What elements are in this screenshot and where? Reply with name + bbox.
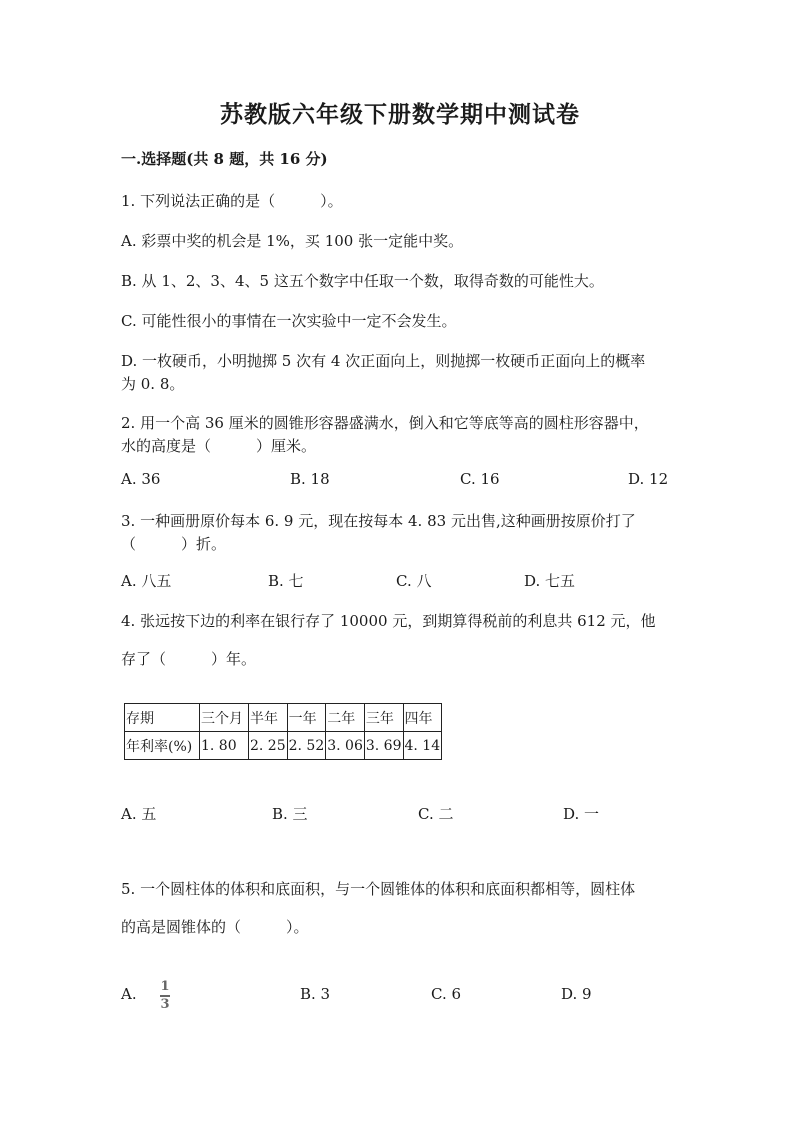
table-header-cell: 一年 (287, 704, 326, 732)
q1-option-d-line2: 为 0. 8。 (121, 375, 185, 393)
q5-option-b: B. 3 (300, 985, 331, 1003)
q2-option-d: D. 12 (628, 470, 669, 488)
table-cell: 3. 06 (326, 732, 365, 760)
table-header-cell: 三年 (364, 704, 403, 732)
table-row (125, 732, 442, 760)
q3-stem-line1: 3. 一种画册原价每本 6. 9 元，现在按每本 4. 83 元出售,这种画册按原价打了 (121, 512, 636, 530)
section-heading: 一.选择题(共 8 题，共 16 分) (121, 150, 328, 168)
q5-stem-line1: 5. 一个圆柱体的体积和底面积，与一个圆锥体的体积和底面积都相等，圆柱体 (121, 880, 636, 898)
table-cell: 2. 25 (249, 732, 288, 760)
q2-option-c: C. 16 (460, 470, 500, 488)
q5-option-a-label: A. (121, 985, 137, 1003)
q2-option-a: A. 36 (121, 470, 161, 488)
q4-option-c: C. 二 (418, 805, 454, 823)
table-header-row (125, 704, 442, 732)
q5-stem-line2: 的高是圆锥体的（ ）。 (121, 918, 309, 936)
one-third-fraction (160, 980, 170, 1012)
q1-option-c: C. 可能性很小的事情在一次实验中一定不会发生。 (121, 312, 457, 330)
q3-option-c: C. 八 (396, 572, 432, 590)
q3-stem-line2: （ ）折。 (121, 535, 227, 553)
q4-option-d: D. 一 (563, 805, 600, 823)
q1-option-a: A. 彩票中奖的机会是 1%，买 100 张一定能中奖。 (121, 232, 464, 250)
q2-option-b: B. 18 (290, 470, 330, 488)
q3-option-b: B. 七 (268, 572, 304, 590)
q4-stem-line2: 存了（ ）年。 (121, 650, 257, 668)
q5-option-d: D. 9 (561, 985, 592, 1003)
table-header-cell: 三个月 (200, 704, 249, 732)
fraction-denominator: 3 (160, 996, 170, 1012)
table-cell: 2. 52 (287, 732, 326, 760)
q4-stem-line1: 4. 张远按下边的利率在银行存了 10000 元，到期算得税前的利息共 612 元，他 (121, 612, 656, 630)
table-cell: 3. 69 (364, 732, 403, 760)
q5-option-c: C. 6 (431, 985, 462, 1003)
q1-option-d-line1: D. 一枚硬币，小明抛掷 5 次有 4 次正面向上，则抛掷一枚硬币正面向上的概率 (121, 352, 646, 370)
q3-option-d: D. 七五 (524, 572, 576, 590)
table-cell: 1. 80 (200, 732, 249, 760)
q4-option-a: A. 五 (121, 805, 157, 823)
q3-option-a: A. 八五 (121, 572, 172, 590)
table-header-cell: 半年 (249, 704, 288, 732)
interest-rate-table (124, 703, 442, 760)
q2-stem-line1: 2. 用一个高 36 厘米的圆锥形容器盛满水，倒入和它等底等高的圆柱形容器中， (121, 414, 649, 432)
table-header-cell: 四年 (403, 704, 442, 732)
table-cell: 年利率(%) (125, 732, 200, 760)
q2-stem-line2: 水的高度是（ ）厘米。 (121, 437, 317, 455)
q1-option-b: B. 从 1、2、3、4、5 这五个数字中任取一个数，取得奇数的可能性大。 (121, 272, 604, 290)
page-title: 苏教版六年级下册数学期中测试卷 (220, 101, 580, 128)
q4-option-b: B. 三 (272, 805, 308, 823)
table-header-cell: 存期 (125, 704, 200, 732)
table-header-cell: 二年 (326, 704, 365, 732)
fraction-numerator: 1 (160, 979, 170, 994)
q1-stem: 1. 下列说法正确的是（ ）。 (121, 192, 343, 210)
table-cell: 4. 14 (403, 732, 442, 760)
